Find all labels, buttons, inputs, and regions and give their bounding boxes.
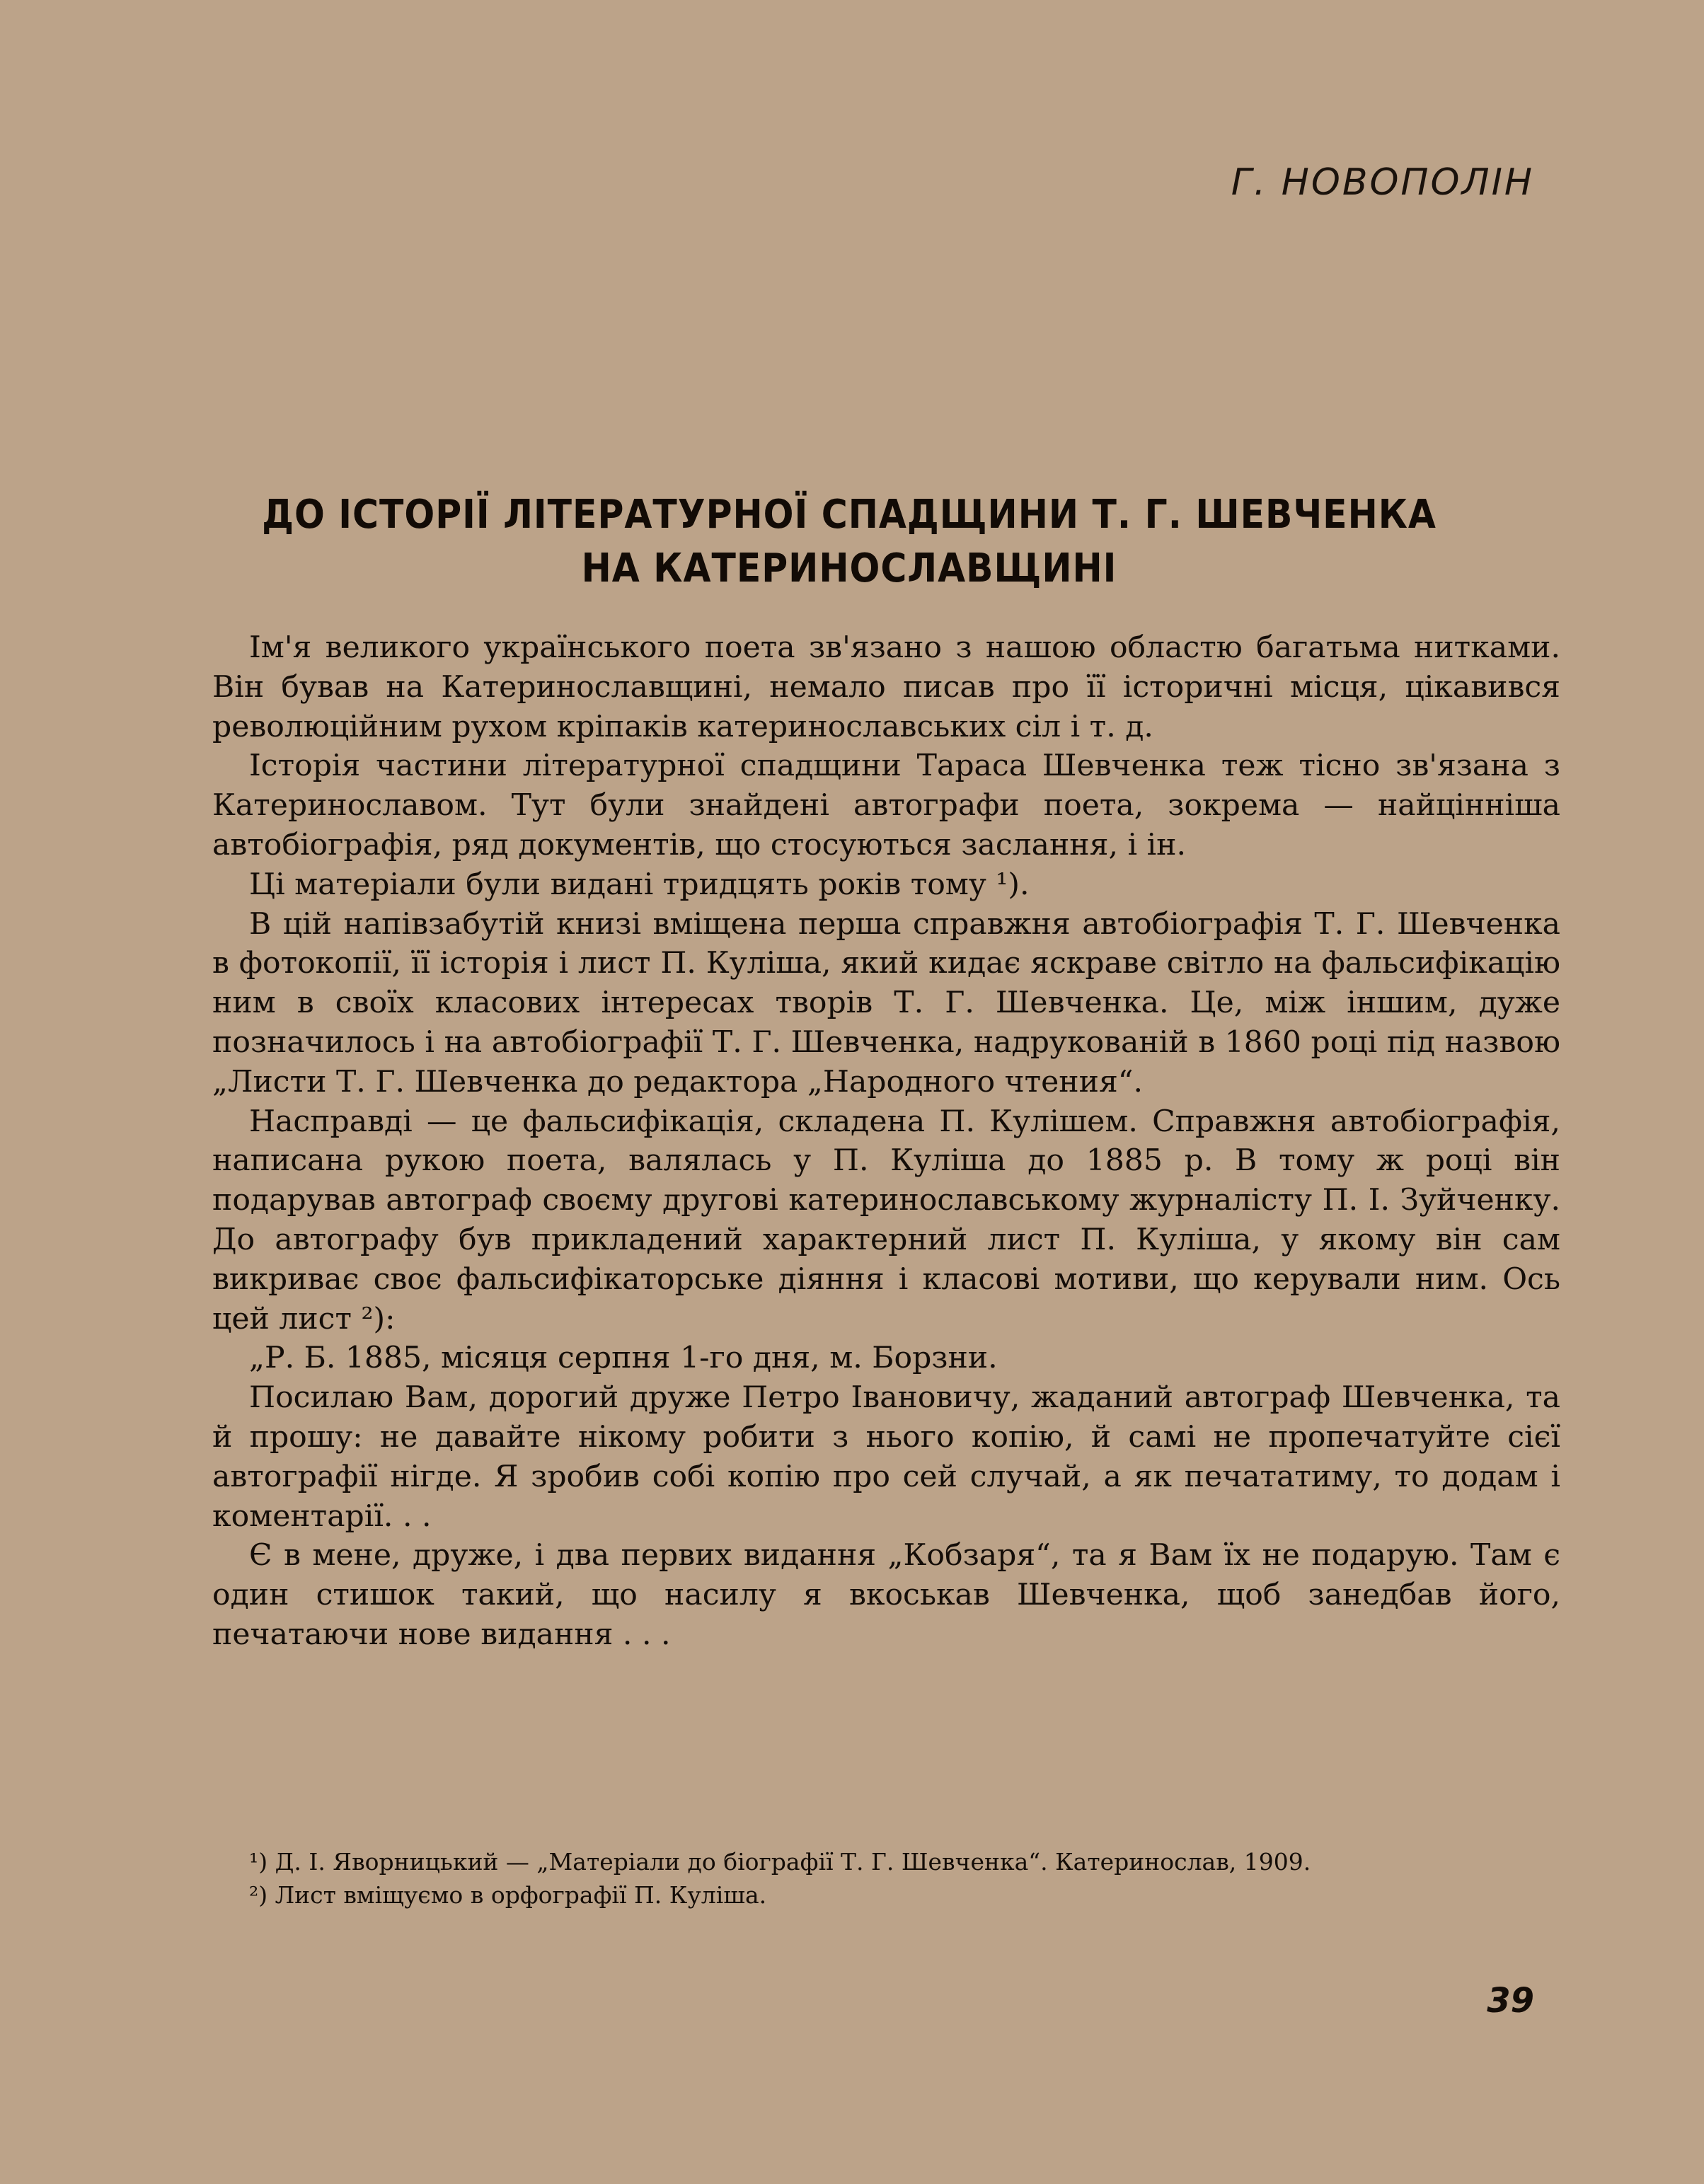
paragraph: Ім'я великого українського поета зв'язано з нашою областю багатьма нитками. Він бував на Катеринославщині, немало писав про її історичні місця, цікавився революційним рухом кріпаків катеринославських сіл і т. д. [212,630,1560,744]
footnote-2: ²) Лист вміщуємо в орфографії П. Куліша. [249,1881,767,1909]
letter-dateline: „Р. Б. 1885, місяця серпня 1-го дня, м. Борзни. [249,1341,998,1376]
article-title [212,488,1486,596]
letter-paragraph: Є в мене, друже, і два первих видання „Кобзаря“, та я Вам їх не подарую. Там є один стишок такий, що насилу я вкоськав Шевченка, щоб занедбав його, печатаючи нове видання . . . [212,1538,1560,1652]
article-title-line-1: ДО ІСТОРІЇ ЛІТЕРАТУРНОЇ СПАДЩИНИ Т. Г. ШЕВЧЕНКА [262,492,1437,538]
letter-paragraph: Посилаю Вам, дорогий друже Петро Івановичу, жаданий автограф Шевченка, та й прошу: не давайте нікому робити з нього копію, й самі не пропечатуйте сієї автографії нігде. Я зробив собі копію про сей случай, а як печататиму, то додам і коментарії. . . [212,1380,1560,1534]
paragraph: Ці матеріали були видані тридцять років тому ¹). [249,867,1030,902]
running-header-author: Г. НОВОПОЛІН [1231,161,1534,204]
paragraph: Історія частини літературної спадщини Тараса Шевченка теж тісно зв'язана з Катеринославом. Тут були знайдені автографи поета, зокрема — найцінніша автобіографія, ряд документів, що стосуються заслання, і ін. [212,749,1560,862]
paragraph: Насправді — це фальсифікація, складена П. Кулішем. Справжня автобіографія, написана рукою поета, валялась у П. Куліша до 1885 р. В тому ж році він подарував автограф своєму другові катеринославському журналісту П. І. Зуйченку. До автографу був прикладений характерний лист П. Куліша, у якому він сам викриває своє фальсифікаторське діяння і класові мотиви, що керували ним. Ось цей лист ²): [212,1104,1560,1336]
footnote-1: ¹) Д. І. Яворницький — „Матеріали до біографії Т. Г. Шевченка“. Катеринослав, 1909. [249,1848,1311,1876]
footnotes [212,1845,1560,1912]
article-body [212,628,1560,1655]
article-title-line-2: НА КАТЕРИНОСЛАВЩИНІ [581,545,1117,591]
page-number: 39 [1487,1981,1534,2021]
paragraph: В цій напівзабутій книзі вміщена перша справжня автобіографія Т. Г. Шевченка в фотокопії, її історія і лист П. Куліша, який кидає яскраве світло на фальсифікацію ним в своїх класових інтересах творів Т. Г. Шевченка. Це, між іншим, дуже позначилось і на автобіографії Т. Г. Шевченка, надрукованій в 1860 році під назвою „Листи Т. Г. Шевченка до редактора „Народного чтения“. [212,906,1560,1099]
